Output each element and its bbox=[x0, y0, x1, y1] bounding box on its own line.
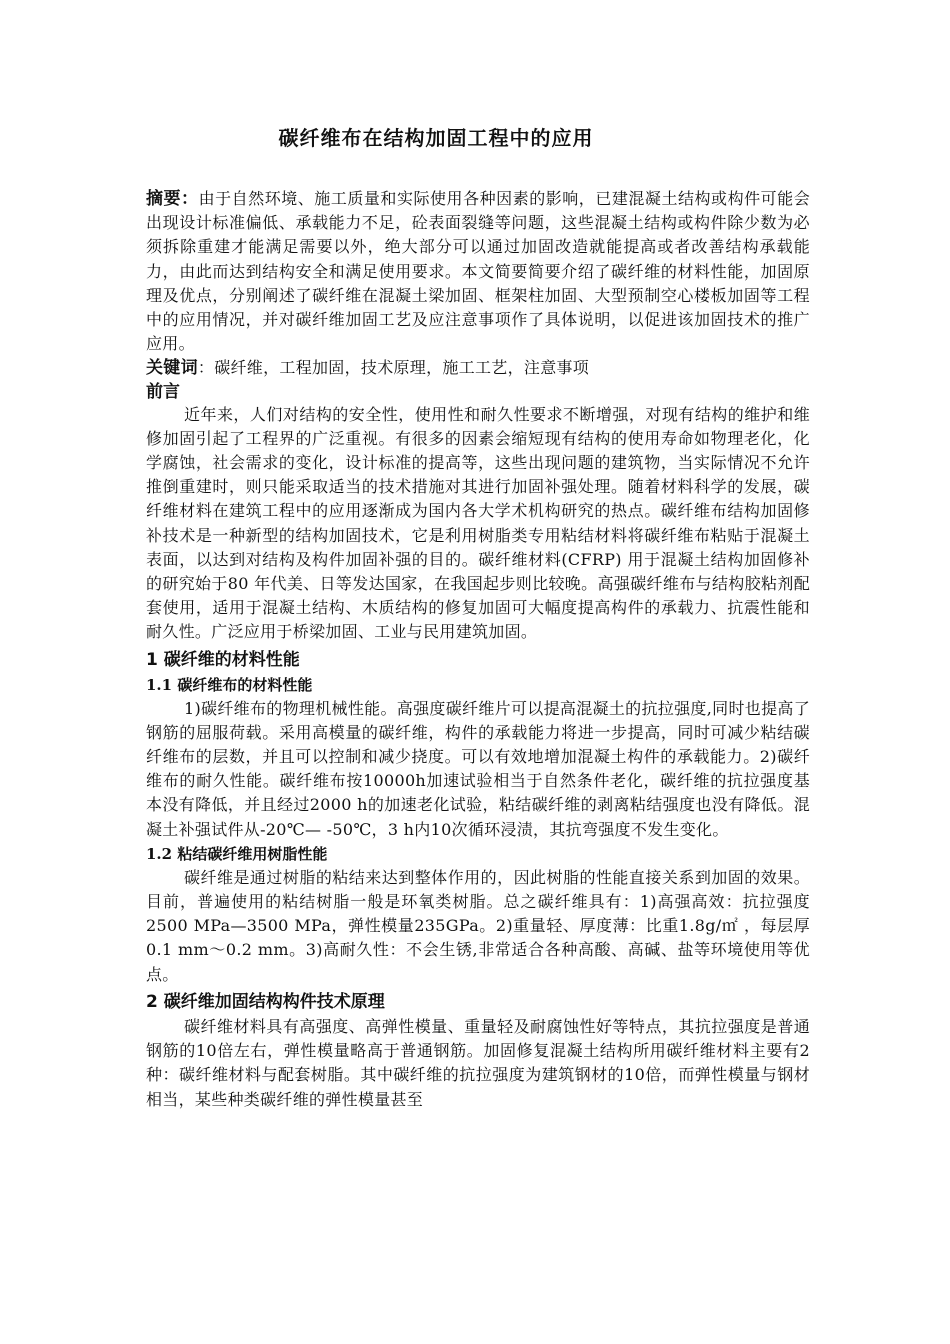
section-1-2-heading: 1.2 粘结碳纤维用树脂性能 bbox=[146, 844, 328, 863]
document-page bbox=[146, 122, 810, 1112]
keywords-text: ：碳纤维，工程加固，技术原理，施工工艺，注意事项 bbox=[197, 358, 590, 378]
section-2-heading: 2 碳纤维加固结构构件技术原理 bbox=[146, 991, 385, 1012]
keywords-paragraph bbox=[146, 356, 810, 380]
preface-heading: 前言 bbox=[146, 381, 180, 402]
abstract-text: 由于自然环境、施工质量和实际使用各种因素的影响，已建混凝土结构或构件可能会出现设计标准偏低、承载能力不足，砼表面裂缝等问题，这些混凝土结构或构件除少数为必须拆除重建才能满足需要以外，绝大部分可以通过加固改造就能提高或者改善结构承载能力，由此而达到结构安全和满足使用要求。本文简要简要介绍了碳纤维的材料性能，加固原理及优点，分别阐述了碳纤维在混凝土梁加固、框架柱加固、大型预制空心楼板加固等工程中的应用情况，并对碳纤维加固工艺及应注意事项作了具体说明，以促进该加固技术的推广应用。 bbox=[146, 189, 810, 354]
section-2-text: 碳纤维材料具有高强度、高弹性模量、重量轻及耐腐蚀性好等特点，其抗拉强度是普通钢筋的10倍左右，弹性模量略高于普通钢筋。加固修复混凝土结构所用碳纤维材料主要有2种：碳纤维材料与配套树脂。其中碳纤维的抗拉强度为建筑钢材的10倍，而弹性模量与钢材相当，某些种类碳纤维的弹性模量甚至 bbox=[146, 1016, 810, 1109]
section-1-1-heading: 1.1 碳纤维布的材料性能 bbox=[146, 675, 313, 694]
section-1-2-text: 碳纤维是通过树脂的粘结来达到整体作用的，因此树脂的性能直接关系到加固的效果。目前，普遍使用的粘结树脂一般是环氧类树脂。总之碳纤维具有：1)高强高效：抗拉强度2500 MPa—3500 MPa，弹性模量235GPa。2)重量轻、厚度薄：比重1.8g/㎡ ，每层厚0.1 mm～0.2 mm。3)高耐久性：不会生锈,非常适合各种高酸、高碱、盐等环境使用等优点。 bbox=[146, 867, 810, 984]
document-title: 碳纤维布在结构加固工程中的应用 bbox=[278, 126, 594, 150]
section-1-1-text: 1)碳纤维布的物理机械性能。高强度碳纤维片可以提高混凝土的抗拉强度,同时也提高了钢筋的屈服荷载。采用高模量的碳纤维，构件的承载能力将进一步提高，同时可减少粘结碳纤维布的层数，并且可以控制和减少挠度。可以有效地增加混凝土构件的承载能力。2)碳纤维布的耐久性能。碳纤维布按10000h加速试验相当于自然条件老化，碳纤维的抗拉强度基本没有降低，并且经过2000 h的加速老化试验，粘结碳纤维的剥离粘结强度也没有降低。混凝土补强试件从-20℃— -50℃，3 h内10次循环浸渍，其抗弯强度不发生变化。 bbox=[146, 698, 810, 839]
abstract-paragraph bbox=[146, 187, 810, 356]
section-1-heading: 1 碳纤维的材料性能 bbox=[146, 649, 300, 670]
keywords-label: 关键词 bbox=[146, 358, 198, 379]
preface-text: 近年来，人们对结构的安全性，使用性和耐久性要求不断增强，对现有结构的维护和维修加固引起了工程界的广泛重视。有很多的因素会缩短现有结构的使用寿命如物理老化，化学腐蚀，社会需求的变化，设计标准的提高等，这些出现问题的建筑物，当实际情况不允许推倒重建时，则只能采取适当的技术措施对其进行加固补强处理。随着材料科学的发展，碳纤维材料在建筑工程中的应用逐渐成为国内各大学术机构研究的热点。碳纤维布结构加固修补技术是一种新型的结构加固技术，它是利用树脂类专用粘结材料将碳纤维布粘贴于混凝土表面，以达到对结构及构件加固补强的目的。碳纤维材料(CFRP) 用于混凝土结构加固修补的研究始于80 年代美、日等发达国家，在我国起步则比较晚。高强碳纤维布与结构胶粘剂配套使用，适用于混凝土结构、木质结构的修复加固可大幅度提高构件的承载力、抗震性能和耐久性。广泛应用于桥梁加固、工业与民用建筑加固。 bbox=[146, 404, 810, 642]
abstract-label: 摘要： bbox=[146, 189, 199, 209]
